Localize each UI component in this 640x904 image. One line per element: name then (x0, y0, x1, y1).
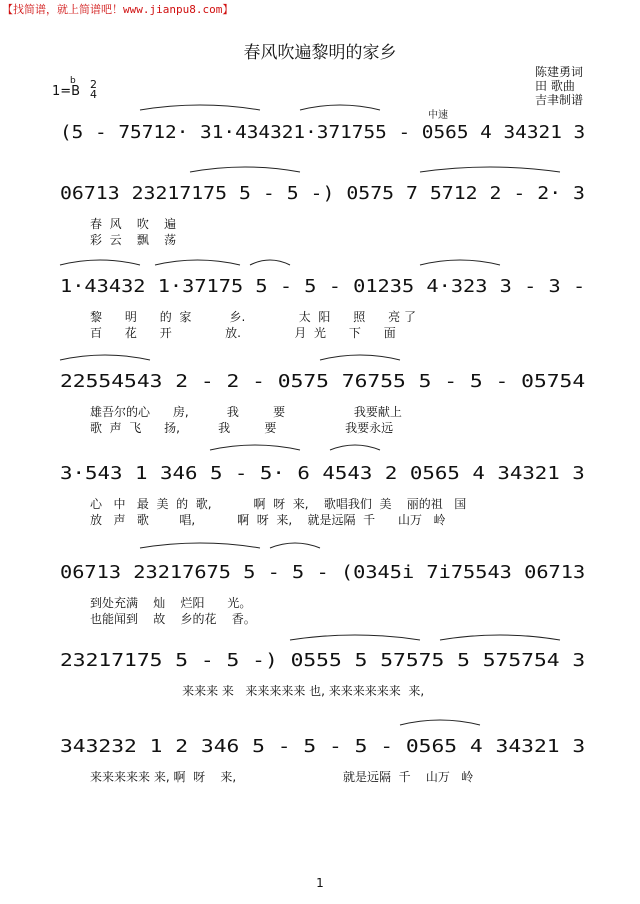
credit-lyricist: 陈建勇词 (535, 65, 584, 79)
slur-arc (140, 105, 260, 110)
lyric-line: 来来来来来 来, 啊 呀 来, 就是远隔 千 山万 岭 (90, 770, 474, 784)
slur-arc (60, 260, 140, 265)
lyric-line: 放 声 歌 唱, 啊 呀 来, 就是远隔 千 山万 岭 (90, 513, 446, 527)
slur-arc (330, 445, 380, 450)
lyric-line: 来来来 来 来来来来来 也, 来来来来来来 来, (60, 684, 425, 698)
time-top: 2 (90, 78, 97, 91)
slur-arc (210, 445, 300, 450)
lyric-line: 雄吾尔的心 房, 我 要 我要献上 (90, 405, 402, 419)
time-bottom: 4 (90, 88, 97, 101)
slur-arc (190, 167, 300, 172)
notation-line: 343232 1 2 346 5 - 5 - 5 - 0565 4 34321 3 (60, 736, 586, 757)
key-note: B (71, 84, 81, 99)
credit-composer: 田 歌曲 (535, 79, 575, 93)
slur-arc (320, 355, 400, 360)
slur-arc (440, 635, 560, 640)
tempo-marking: 中速 (428, 110, 448, 121)
slur-arc (420, 260, 500, 265)
slur-arc (270, 543, 320, 548)
site-watermark: 【找简谱，就上简谱吧！www.jianpu8.com】 (2, 3, 234, 16)
notation-line: 1·43432 1·37175 5 - 5 - 01235 4·323 3 - 3 - (60, 276, 586, 297)
lyric-line: 春 风 吹 遍 (90, 217, 177, 231)
flat-sign: b (70, 76, 76, 86)
lyric-line: 百 花 开 放. 月 光 下 面 (90, 326, 396, 340)
lyric-line: 到处充满 灿 烂阳 光。 (90, 596, 252, 610)
slur-arc (420, 167, 560, 172)
notation-line: 06713 23217675 5 - 5 - (0345i 7i75543 06713 (60, 562, 586, 583)
slur-arc (290, 635, 420, 640)
notation-line: 3·543 1 346 5 - 5· 6 4543 2 0565 4 34321 3 (60, 463, 585, 484)
page-number: 1 (316, 876, 324, 890)
page-title: 春风吹遍黎明的家乡 (243, 43, 397, 63)
notation-line: 23217175 5 - 5 -) 0555 5 57575 5 575754 3 (60, 650, 586, 671)
credit-arranger: 吉聿制谱 (535, 93, 584, 107)
slur-arc (140, 543, 260, 548)
lyric-line: 彩 云 飘 荡 (90, 233, 177, 247)
key-label: 1= (52, 84, 72, 99)
notation-line: 22554543 2 - 2 - 0575 76755 5 - 5 - 05754 (60, 371, 586, 392)
lyric-line: 歌 声 飞 扬, 我 要 我要永远 (90, 421, 394, 435)
slur-arc (155, 260, 240, 265)
slur-arc (300, 105, 380, 110)
lyric-line: 黎 明 的 家 乡. 太 阳 照 亮 了 (90, 310, 416, 324)
slur-arc (250, 260, 290, 265)
lyric-line: 也能闻到 故 乡的花 香。 (90, 612, 256, 626)
notation-line: (5 - 75712· 31·434321·371755 - 0565 4 34321 3 (60, 122, 586, 143)
slur-arc (60, 355, 150, 360)
slur-arc (400, 720, 480, 725)
notation-line: 06713 23217175 5 - 5 -) 0575 7 5712 2 - 2· 3 (60, 183, 585, 204)
lyric-line: 心 中 最 美 的 歌, 啊 呀 来, 歌唱我们 美 丽的祖 国 (90, 497, 467, 511)
